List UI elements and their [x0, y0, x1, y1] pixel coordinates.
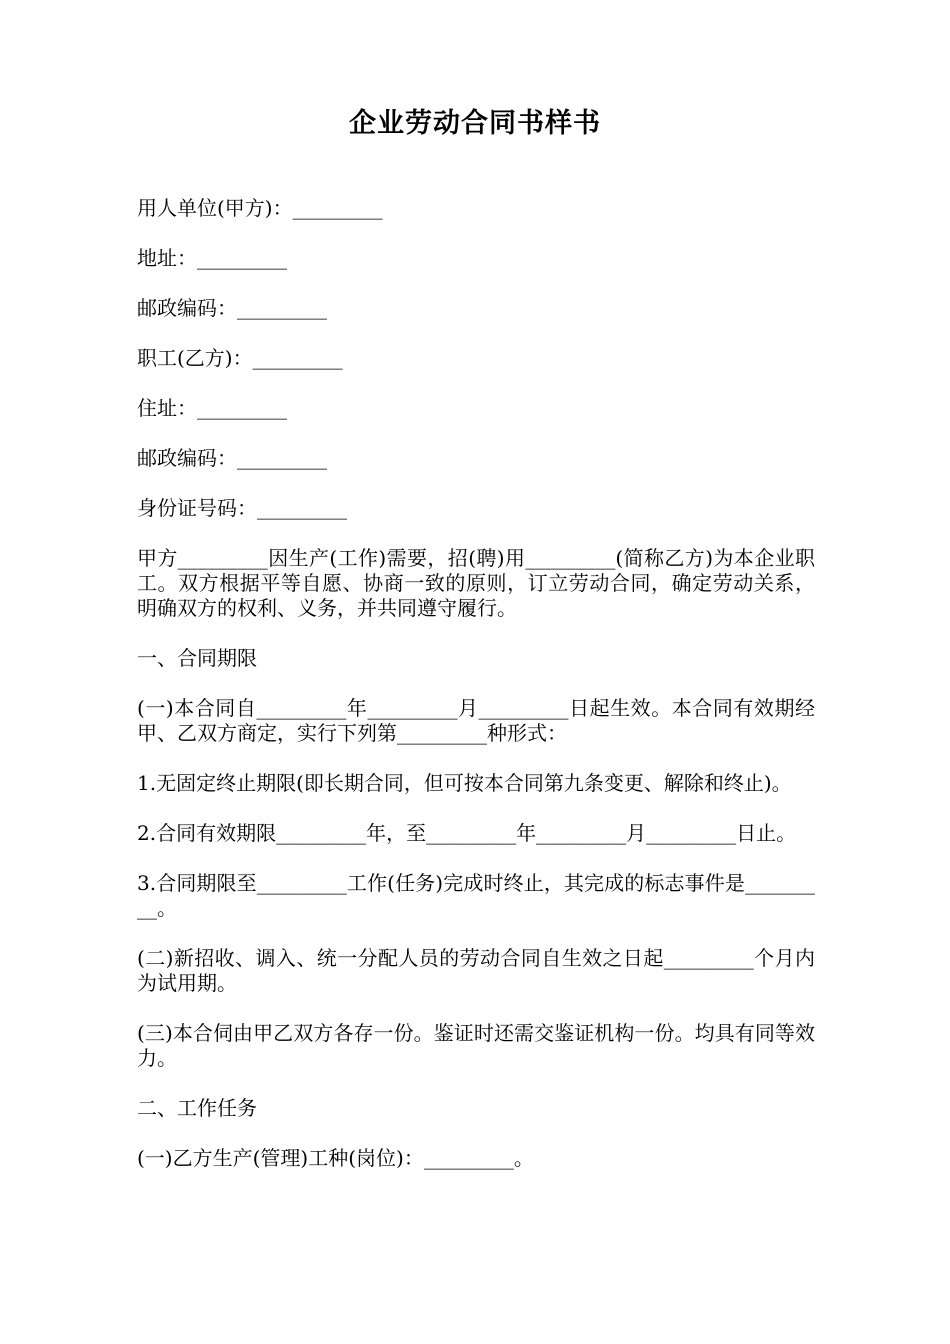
employer-postcode-line: 邮政编码：_________ — [137, 296, 327, 320]
employer-name-line: 用人单位(甲方)：_________ — [137, 196, 383, 220]
clause-paragraph: 2.合同有效期限_________年，至_________年_________月_________日止。 — [137, 821, 797, 845]
employer-address-line: 地址：_________ — [137, 246, 287, 270]
document-body — [137, 196, 815, 1196]
document-title: 企业劳动合同书样书 — [349, 108, 601, 139]
employee-name-line: 职工(乙方)：_________ — [137, 346, 343, 370]
preamble-paragraph: 甲方_________因生产(工作)需要，招(聘)用_________(简称乙方)为本企业职工。双方根据平等自愿、协商一致的原则，订立劳动合同，确定劳动关系，明确双方的权利、义务，并共同遵守履行。 — [137, 546, 815, 620]
section-heading-tasks: 二、工作任务 — [137, 1096, 257, 1120]
clause-paragraph: 3.合同期限至_________工作(任务)完成时终止，其完成的标志事件是_________。 — [137, 871, 815, 920]
id-number-line: 身份证号码：_________ — [137, 496, 347, 520]
clause-paragraph: (三)本合伺由甲乙双方各存一份。鉴证时还需交鉴证机构一份。均具有同等效力。 — [137, 1021, 815, 1070]
clause-paragraph: (二)新招收、调入、统一分配人员的劳动合同自生效之日起_________个月内为试用期。 — [137, 946, 815, 995]
section-heading-term: 一、合同期限 — [137, 646, 257, 670]
clause-paragraph: (一)本合同自_________年_________月_________日起生效。本合同有效期经甲、乙双方商定，实行下列第_________种形式： — [137, 696, 815, 745]
employee-address-line: 住址：_________ — [137, 396, 287, 420]
employee-postcode-line: 邮政编码：_________ — [137, 446, 327, 470]
clause-paragraph: (一)乙方生产(管理)工种(岗位)：_________。 — [137, 1146, 534, 1170]
clause-paragraph: 1.无固定终止期限(即长期合同，但可按本合同第九条变更、解除和终止)。 — [137, 771, 792, 795]
